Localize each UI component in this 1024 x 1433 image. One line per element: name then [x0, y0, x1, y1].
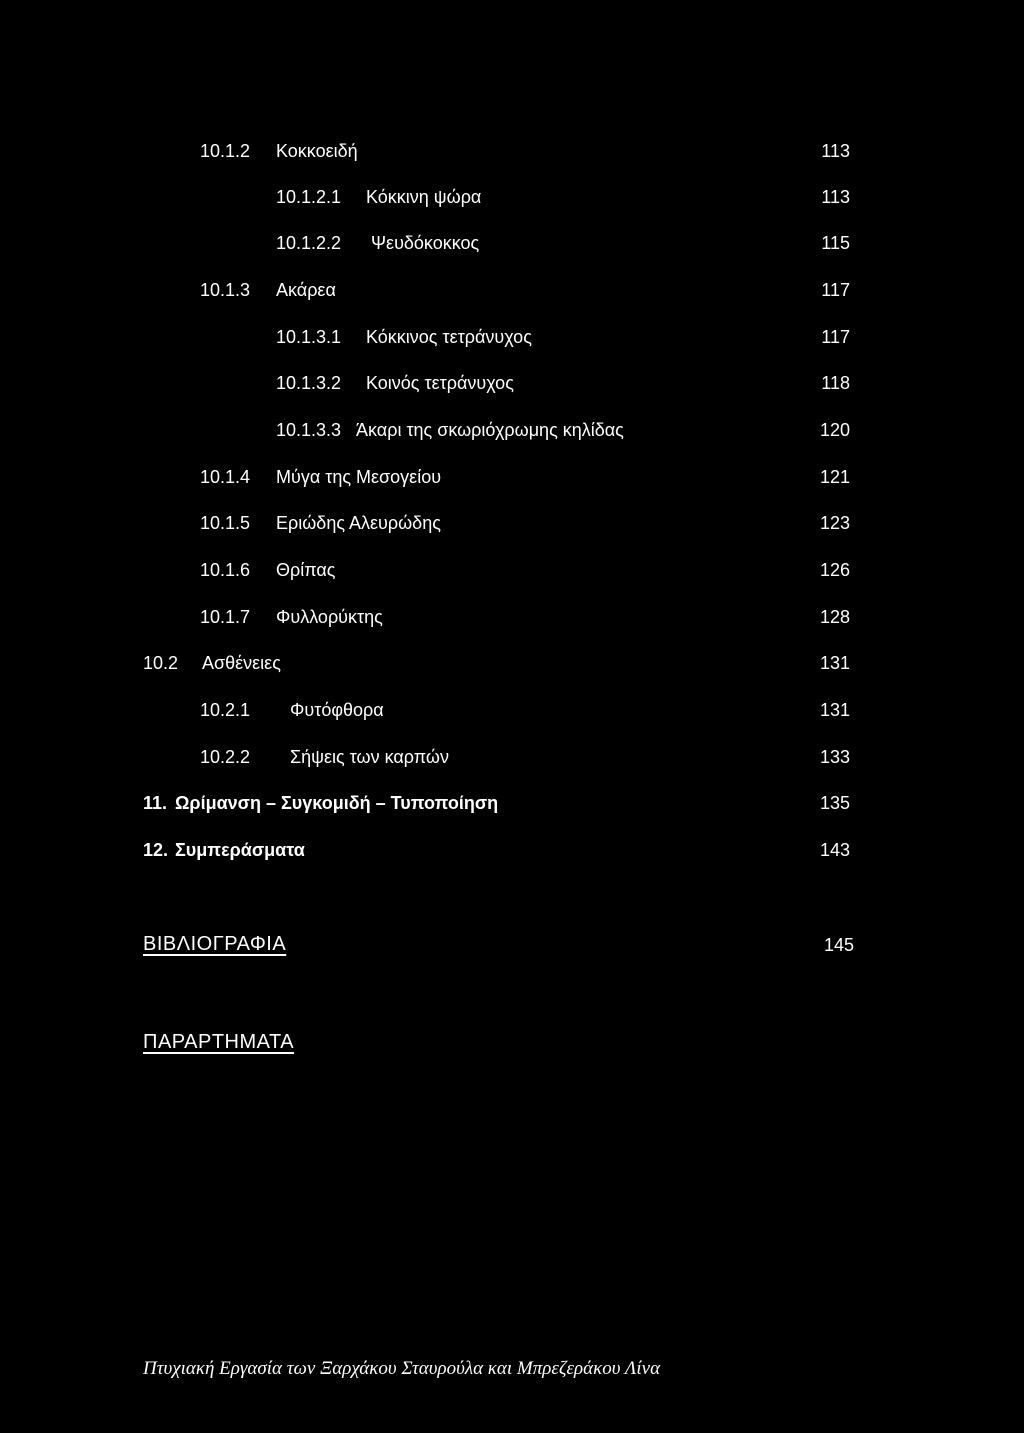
toc-entry — [0, 695, 1024, 725]
toc-entry-title: Φυτόφθορα — [290, 700, 384, 720]
bibliography-page: 145 — [823, 935, 854, 955]
toc-entry-page: 143 — [819, 840, 850, 860]
toc-entry-number: 11. — [143, 793, 168, 813]
toc-entry-number: 10.1.2 — [200, 141, 251, 161]
toc-entry-number: 10.1.7 — [200, 607, 251, 627]
toc-entry-title: Φυλλορύκτης — [276, 607, 383, 627]
toc-entry-title: Ωρίμανση – Συγκομιδή – Τυποποίηση — [175, 793, 499, 813]
toc-entry — [0, 742, 1024, 772]
toc-entry-title: Θρίπας — [276, 560, 336, 580]
toc-entry-page: 123 — [819, 513, 850, 533]
toc-entry-title: Μύγα της Μεσογείου — [276, 467, 442, 487]
toc-entry-title: Άκαρι της σκωριόχρωμης κηλίδας — [356, 420, 624, 440]
toc-entry — [0, 508, 1024, 538]
toc-entry-number: 10.2.1 — [200, 700, 251, 720]
toc-entry-title: Σήψεις των καρπών — [290, 747, 449, 767]
toc-entry-number: 10.1.3.2 — [276, 373, 342, 393]
toc-entry-page: 120 — [819, 420, 850, 440]
toc-entry-number: 10.2 — [143, 653, 179, 673]
toc-entry-page: 131 — [819, 700, 850, 720]
toc-chapter-entry — [0, 835, 1024, 865]
toc-entry-page: 115 — [821, 233, 850, 253]
toc-entry-title: Κόκκινη ψώρα — [366, 187, 482, 207]
toc-entry-number: 10.1.3.1 — [276, 327, 342, 347]
toc-entry-page: 131 — [819, 653, 850, 673]
toc-entry-number: 10.1.2.1 — [276, 187, 342, 207]
toc-entry — [0, 462, 1024, 492]
toc-entry — [0, 322, 1024, 352]
toc-entry — [0, 182, 1024, 212]
toc-entry-page: 128 — [819, 607, 850, 627]
toc-entry-number: 10.2.2 — [200, 747, 251, 767]
toc-chapter-entry — [0, 788, 1024, 818]
toc-entry-page: 121 — [819, 467, 850, 487]
toc-entry-page: 133 — [819, 747, 850, 767]
page-footer: Πτυχιακή Εργασία των Ξαρχάκου Σταυρούλα και Μπρεζεράκου Λίνα — [143, 1358, 661, 1379]
toc-entry — [0, 275, 1024, 305]
toc-entry-title: Κόκκινος τετράνυχος — [366, 327, 532, 347]
toc-entry-page: 135 — [819, 793, 850, 813]
toc-entry-number: 10.1.4 — [200, 467, 251, 487]
toc-entry-title: Συμπεράσματα — [175, 840, 305, 860]
toc-entry-page: 118 — [821, 373, 850, 393]
toc-entry-page: 117 — [821, 327, 850, 347]
toc-entry-number: 10.1.2.2 — [276, 233, 342, 253]
toc-entry — [0, 415, 1024, 445]
toc-entry-page: 126 — [819, 560, 850, 580]
toc-entry — [0, 136, 1024, 166]
toc-entry-number: 10.1.3 — [200, 280, 251, 300]
toc-entry — [0, 228, 1024, 258]
toc-entry-number: 10.1.3.3 — [276, 420, 342, 440]
toc-entry-title: Κοκκοειδή — [276, 141, 358, 161]
toc-entry-page: 113 — [821, 141, 850, 161]
toc-entry — [0, 368, 1024, 398]
toc-entry-page: 113 — [821, 187, 850, 207]
toc-entry — [0, 555, 1024, 585]
toc-entry — [0, 602, 1024, 632]
toc-entry-title: Ασθένειες — [202, 653, 281, 673]
toc-entry-number: 12. — [143, 840, 169, 860]
toc-entry — [0, 648, 1024, 678]
toc-entry-title: Κοινός τετράνυχος — [366, 373, 514, 393]
toc-entry-title: Εριώδης Αλευρώδης — [276, 513, 441, 533]
toc-entry-title: Ψευδόκοκκος — [371, 233, 480, 253]
toc-entry-title: Ακάρεα — [276, 280, 336, 300]
toc-entry-page: 117 — [821, 280, 850, 300]
toc-entry-number: 10.1.5 — [200, 513, 251, 533]
toc-entry-number: 10.1.6 — [200, 560, 251, 580]
appendices-heading: ΠΑΡΑΡΤΗΜΑΤΑ — [143, 1031, 295, 1053]
bibliography-heading: ΒΙΒΛΙΟΓΡΑΦΙΑ — [143, 933, 287, 955]
